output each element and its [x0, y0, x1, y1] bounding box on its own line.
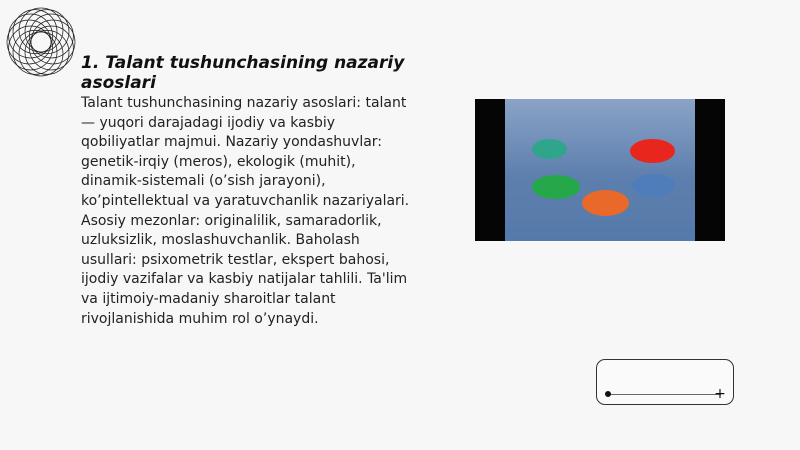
slide-body-text: Talant tushunchasining nazariy asoslari: talant — yuqori darajadagi ijodiy va kasbiy qobiliyatlar majmui. Nazariy yondashuvlar: genetik-irqiy (meros), ekologik (muhit), dinamik-sistemali (o’sish jarayoni), ko’pintellektual va yaratuvchanlik nazariyalari. Asosiy mezonlar: originalilik, samaradorlik, uzluksizlik, moslashuvchanlik. Baholash usullari: psixometrik testlar, ekspert bahosi, ijodiy vazifalar va kasbiy natijalar tahlili. Ta'lim va ijtimoiy-madaniy sharoitlar talant rivojlanishida muhim rol o’ynaydi. — [81, 95, 410, 327]
logo-ring — [29, 14, 73, 58]
progress-track[interactable] — [608, 394, 721, 395]
logo-ring — [25, 30, 69, 74]
logo-ring — [25, 10, 69, 54]
media-control[interactable] — [596, 359, 734, 405]
embedded-image — [475, 99, 725, 241]
logo-ring — [9, 26, 53, 70]
image-blob-red — [630, 139, 675, 163]
image-blob-blue — [632, 174, 675, 197]
image-caption-blur — [520, 113, 680, 118]
image-blob-green — [532, 175, 580, 199]
ring-pattern-logo — [4, 5, 78, 79]
slide-title: 1. Talant tushunchasining nazariy asoslari — [81, 53, 405, 93]
image-blob-orange — [582, 190, 629, 216]
plus-icon[interactable]: + — [714, 386, 726, 402]
image-screen — [505, 99, 695, 241]
image-blob-teal — [532, 139, 567, 159]
progress-knob[interactable] — [605, 391, 611, 397]
logo-ring — [13, 10, 57, 54]
